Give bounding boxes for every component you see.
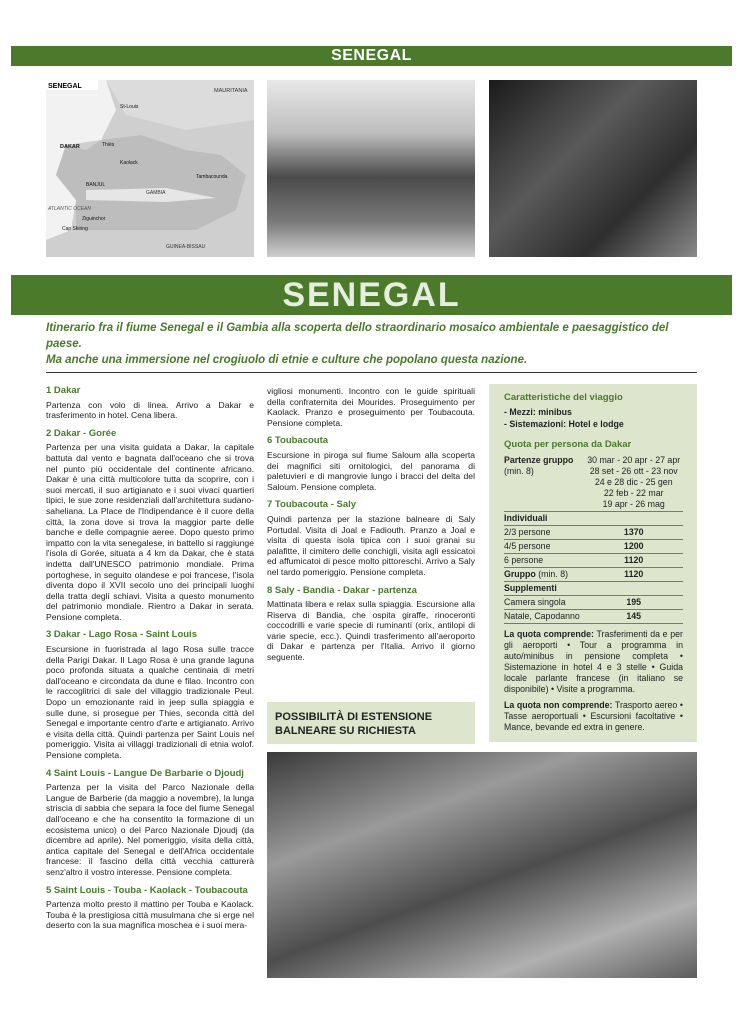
table-row	[504, 526, 683, 540]
non-comprende-note	[504, 700, 683, 733]
map-label-dakar: DAKAR	[60, 144, 80, 150]
row-price: 145	[584, 610, 683, 624]
supplementi-label: Supplementi	[504, 582, 683, 596]
intro-line-2: Ma anche una immersione nel crogiuolo di etnie e culture che popolano questa nazione.	[46, 354, 528, 366]
day-5-title: 5 Saint Louis - Touba - Kaolack - Toubacouta	[46, 884, 248, 896]
day-7-title: 7 Toubacouta - Saly	[267, 499, 357, 511]
row-price: 1370	[584, 526, 683, 540]
table-row	[504, 540, 683, 554]
intro-text	[46, 320, 706, 368]
top-header-title: SENEGAL	[331, 47, 412, 64]
day-4-title: 4 Saint Louis - Langue De Barbarie o Djoudj	[46, 767, 244, 779]
date-line: 30 mar - 20 apr - 27 apr	[587, 455, 681, 465]
map-label-capskiring: Cap Skiring	[62, 226, 88, 232]
individuali-label: Individuali	[504, 512, 683, 526]
day-4-text: Partenza per la visita del Parco Nazionale della Langue de Barberie (da maggio a novembre), la lunga striscia di sabbia che separa la foce del fiume Senegal dall'oceano e che ha consentito la formazione di un ecosistema unico) o del Parco Nazionale Djoudj (da dicembre ad aprile). Nel pomeriggio, visita della città, antica capitale del Senegal e dell'Africa occidentale francese: il fascino della città vecchia catturerà senz'altro il vostro interesse. Pensione completa.	[46, 782, 254, 877]
map-label-gambia: GAMBIA	[146, 190, 166, 196]
gruppo-min: (min. 8)	[538, 569, 569, 579]
partenze-min: (min. 8)	[504, 466, 534, 476]
non-comprende-text: Trasporto aereo • Tasse aeroportuali • Escursioni facoltative • Mance, bevande ed extra in genere.	[504, 700, 683, 732]
market-photo	[267, 752, 697, 978]
date-line: 28 set - 26 ott - 23 nov	[589, 466, 678, 476]
gruppo-label: Gruppo	[504, 569, 536, 579]
row-label: Camera singola	[504, 596, 584, 610]
itinerary-column-2	[267, 386, 475, 671]
main-title-banner	[11, 275, 732, 315]
row-label: 6 persone	[504, 554, 584, 568]
senegal-map-image	[46, 80, 254, 257]
day-2-title: 2 Dakar - Gorée	[46, 427, 117, 439]
row-label: 4/5 persone	[504, 540, 584, 554]
day-8-text: Mattinata libera e relax sulla spiaggia. Escursione alla Riserva di Bandia, che ospita giraffe, rinoceronti coccodrilli e varie specie di ruminanti (orix, antilopi di varie specie, ecc.). Quindi trasferimento all'aeroporto di Dakar e partenza per l'Italia. Arrivo il giorno seguente.	[267, 599, 475, 663]
dates-cell	[584, 454, 683, 512]
date-line: 22 feb - 22 mar	[603, 488, 664, 498]
partenze-cell	[504, 454, 584, 512]
trip-info-box	[489, 384, 697, 742]
extension-line-2: BALNEARE SU RICHIESTA	[275, 725, 416, 737]
day-3-title: 3 Dakar - Lago Rosa - Saint Louis	[46, 629, 197, 641]
gruppo-cell	[504, 568, 584, 582]
main-title: SENEGAL	[282, 276, 461, 314]
child-portrait-photo	[489, 80, 697, 257]
table-row	[504, 568, 683, 582]
row-label: Natale, Capodanno	[504, 610, 584, 624]
top-header-bar	[11, 46, 732, 66]
table-row	[504, 454, 683, 512]
map-label-kaolack: Kaolack	[120, 160, 138, 166]
day-1-title: 1 Dakar	[46, 385, 81, 396]
partenze-label: Partenze gruppo	[504, 455, 574, 465]
day-5-text-part1: Partenza molto presto il mattino per Touba e Kaolack. Touba è la prestigiosa città musulmana che si erge nel deserto con la sua magnifica moschea e i suoi mera-	[46, 899, 254, 931]
comprende-text: Trasferimenti da e per gli aeroporti • Tour a programma in auto/minibus in pensione completa • Sistemazione in hotel 4 e 3 stelle • Guida locale parlante francese (in italiano se disponibile) • Visite a programma.	[504, 629, 683, 694]
day-8-title: 8 Saly - Bandia - Dakar - partenza	[267, 584, 417, 596]
map-title: SENEGAL	[48, 83, 82, 90]
comprende-note	[504, 629, 683, 695]
features-title: Caratteristiche del viaggio	[504, 392, 623, 403]
day-2-text: Partenza per una visita guidata a Dakar, la capitale battuta dal vento e bagnata dall'oceano che si trova nel punto più occidentale del continente africano. Dakar è una città multicolore tutta da scoprire, con i suoi mercati, il suo artigianato e i suoi vivaci quartieri tipici, le sue zone residenziali dall'architettura sudano-saheliana. La Place de l'Indipendance è il cuore della città, la zona dove si trova la maggior parte delle banche e delle compagnie aeree. Dopo questo primo impatto con la vita senegalese, in battello si raggiunge l'isola di Gorée, situata a 4 km da Dakar, che è stata indetta dall'UNESCO patrimonio mondiale. Prima portoghese, in seguito olandese e poi francese, l'isola diventa dopo il XVII secolo uno dei principali luoghi della tratta degli schiavi. Visita a questo monumento del patrimonio mondiale. Rientro a Dakar in serata. Pensione completa.	[46, 442, 254, 622]
feature-accommodation: - Sistemazioni: Hotel e lodge	[504, 419, 624, 429]
table-row	[504, 582, 683, 596]
divider-line	[46, 372, 697, 373]
row-price: 1200	[584, 540, 683, 554]
map-label-banjul: BANJUL	[86, 182, 106, 188]
day-5-text-part2: vigliosi monumenti. Incontro con le guide spirituali della confraternita dei Mourides. Proseguimento per Kaolack. Pranzo e proseguimento per Toubacouta. Pensione completa.	[267, 386, 475, 428]
row-label: 2/3 persone	[504, 526, 584, 540]
itinerary-column-1	[46, 386, 254, 939]
table-row	[504, 610, 683, 624]
feature-transport: - Mezzi: minibus	[504, 407, 572, 417]
map-label-tambacounda: Tambacounda	[196, 174, 228, 180]
map-label-guinea: GUINEA-BISSAU	[166, 244, 206, 250]
comprende-label: La quota comprende:	[504, 629, 594, 639]
extension-line-1: POSSIBILITÀ DI ESTENSIONE	[275, 711, 433, 723]
row-price: 1120	[584, 554, 683, 568]
day-1-text: Partenza con volo di linea. Arrivo a Dakar e trasferimento in hotel. Cena libera.	[46, 399, 254, 421]
day-6-title: 6 Toubacouta	[267, 435, 329, 447]
map-label-mauritania: MAURITANIA	[214, 88, 248, 94]
non-comprende-label: La quota non comprende:	[504, 700, 613, 710]
map-label-ziguinchor: Ziguinchor	[82, 216, 106, 222]
date-line: 19 apr - 26 mag	[602, 499, 665, 509]
day-6-text: Escursione in piroga sul fiume Saloum alla scoperta dei magnifici siti ornitologici, del panorama di paletuvieri e di mangrovie lungo i bracci del delta del Saloum. Pensione completa.	[267, 449, 475, 492]
map-label-stlouis: St-Louis	[120, 104, 139, 110]
map-drawing	[46, 80, 254, 257]
date-line: 24 e 28 dic - 25 gen	[594, 477, 673, 487]
birds-lake-photo	[267, 80, 475, 257]
map-label-ocean: ATLANTIC OCEAN	[48, 206, 91, 212]
quota-title: Quota per persona da Dakar	[504, 439, 632, 450]
intro-line-1: Itinerario fra il fiume Senegal e il Gambia alla scoperta dello straordinario mosaico ambientale e paesaggistico del paese.	[46, 322, 669, 350]
map-label-thies: Thiès	[102, 142, 115, 148]
gruppo-price: 1120	[584, 568, 683, 582]
table-row	[504, 596, 683, 610]
table-row	[504, 512, 683, 526]
table-row	[504, 554, 683, 568]
extension-box	[267, 702, 475, 744]
price-table	[504, 454, 683, 624]
row-price: 195	[584, 596, 683, 610]
day-7-text: Quindi partenza per la stazione balneare di Saly Portudal. Visita di Joal e Fadiouth. Pranzo a Joal e visita di questa isola tipica con i suoi granai su palafitte, il cimitero delle conchigli, visita agli essicatoi ed affumicatoi di pesce molto pittoreschi. Arrivo a Saly nel tardo pomeriggio. Pensione completa.	[267, 513, 475, 577]
day-3-text: Escursione in fuoristrada al lago Rosa sulle tracce della Parigi Dakar. Il Lago Rosa è una grande laguna poco profonda situata a qualche centinaia di metri dall'oceano e circondata da dune e filao. Incontro con le raccoglitrici di sale del villaggio tradizionale Peul. Dopo un emozionante raid in jeep sulla spiaggia e sulle dune, si prosegue per Thies, seconda città del Senegal e importante centro d'arte e artigianato. Arrivo e visita della città. Quindi partenza per Saint Louis nel pomeriggio. Visita ai villaggi tradizionali di etnia wolof. Pensione completa.	[46, 644, 255, 760]
